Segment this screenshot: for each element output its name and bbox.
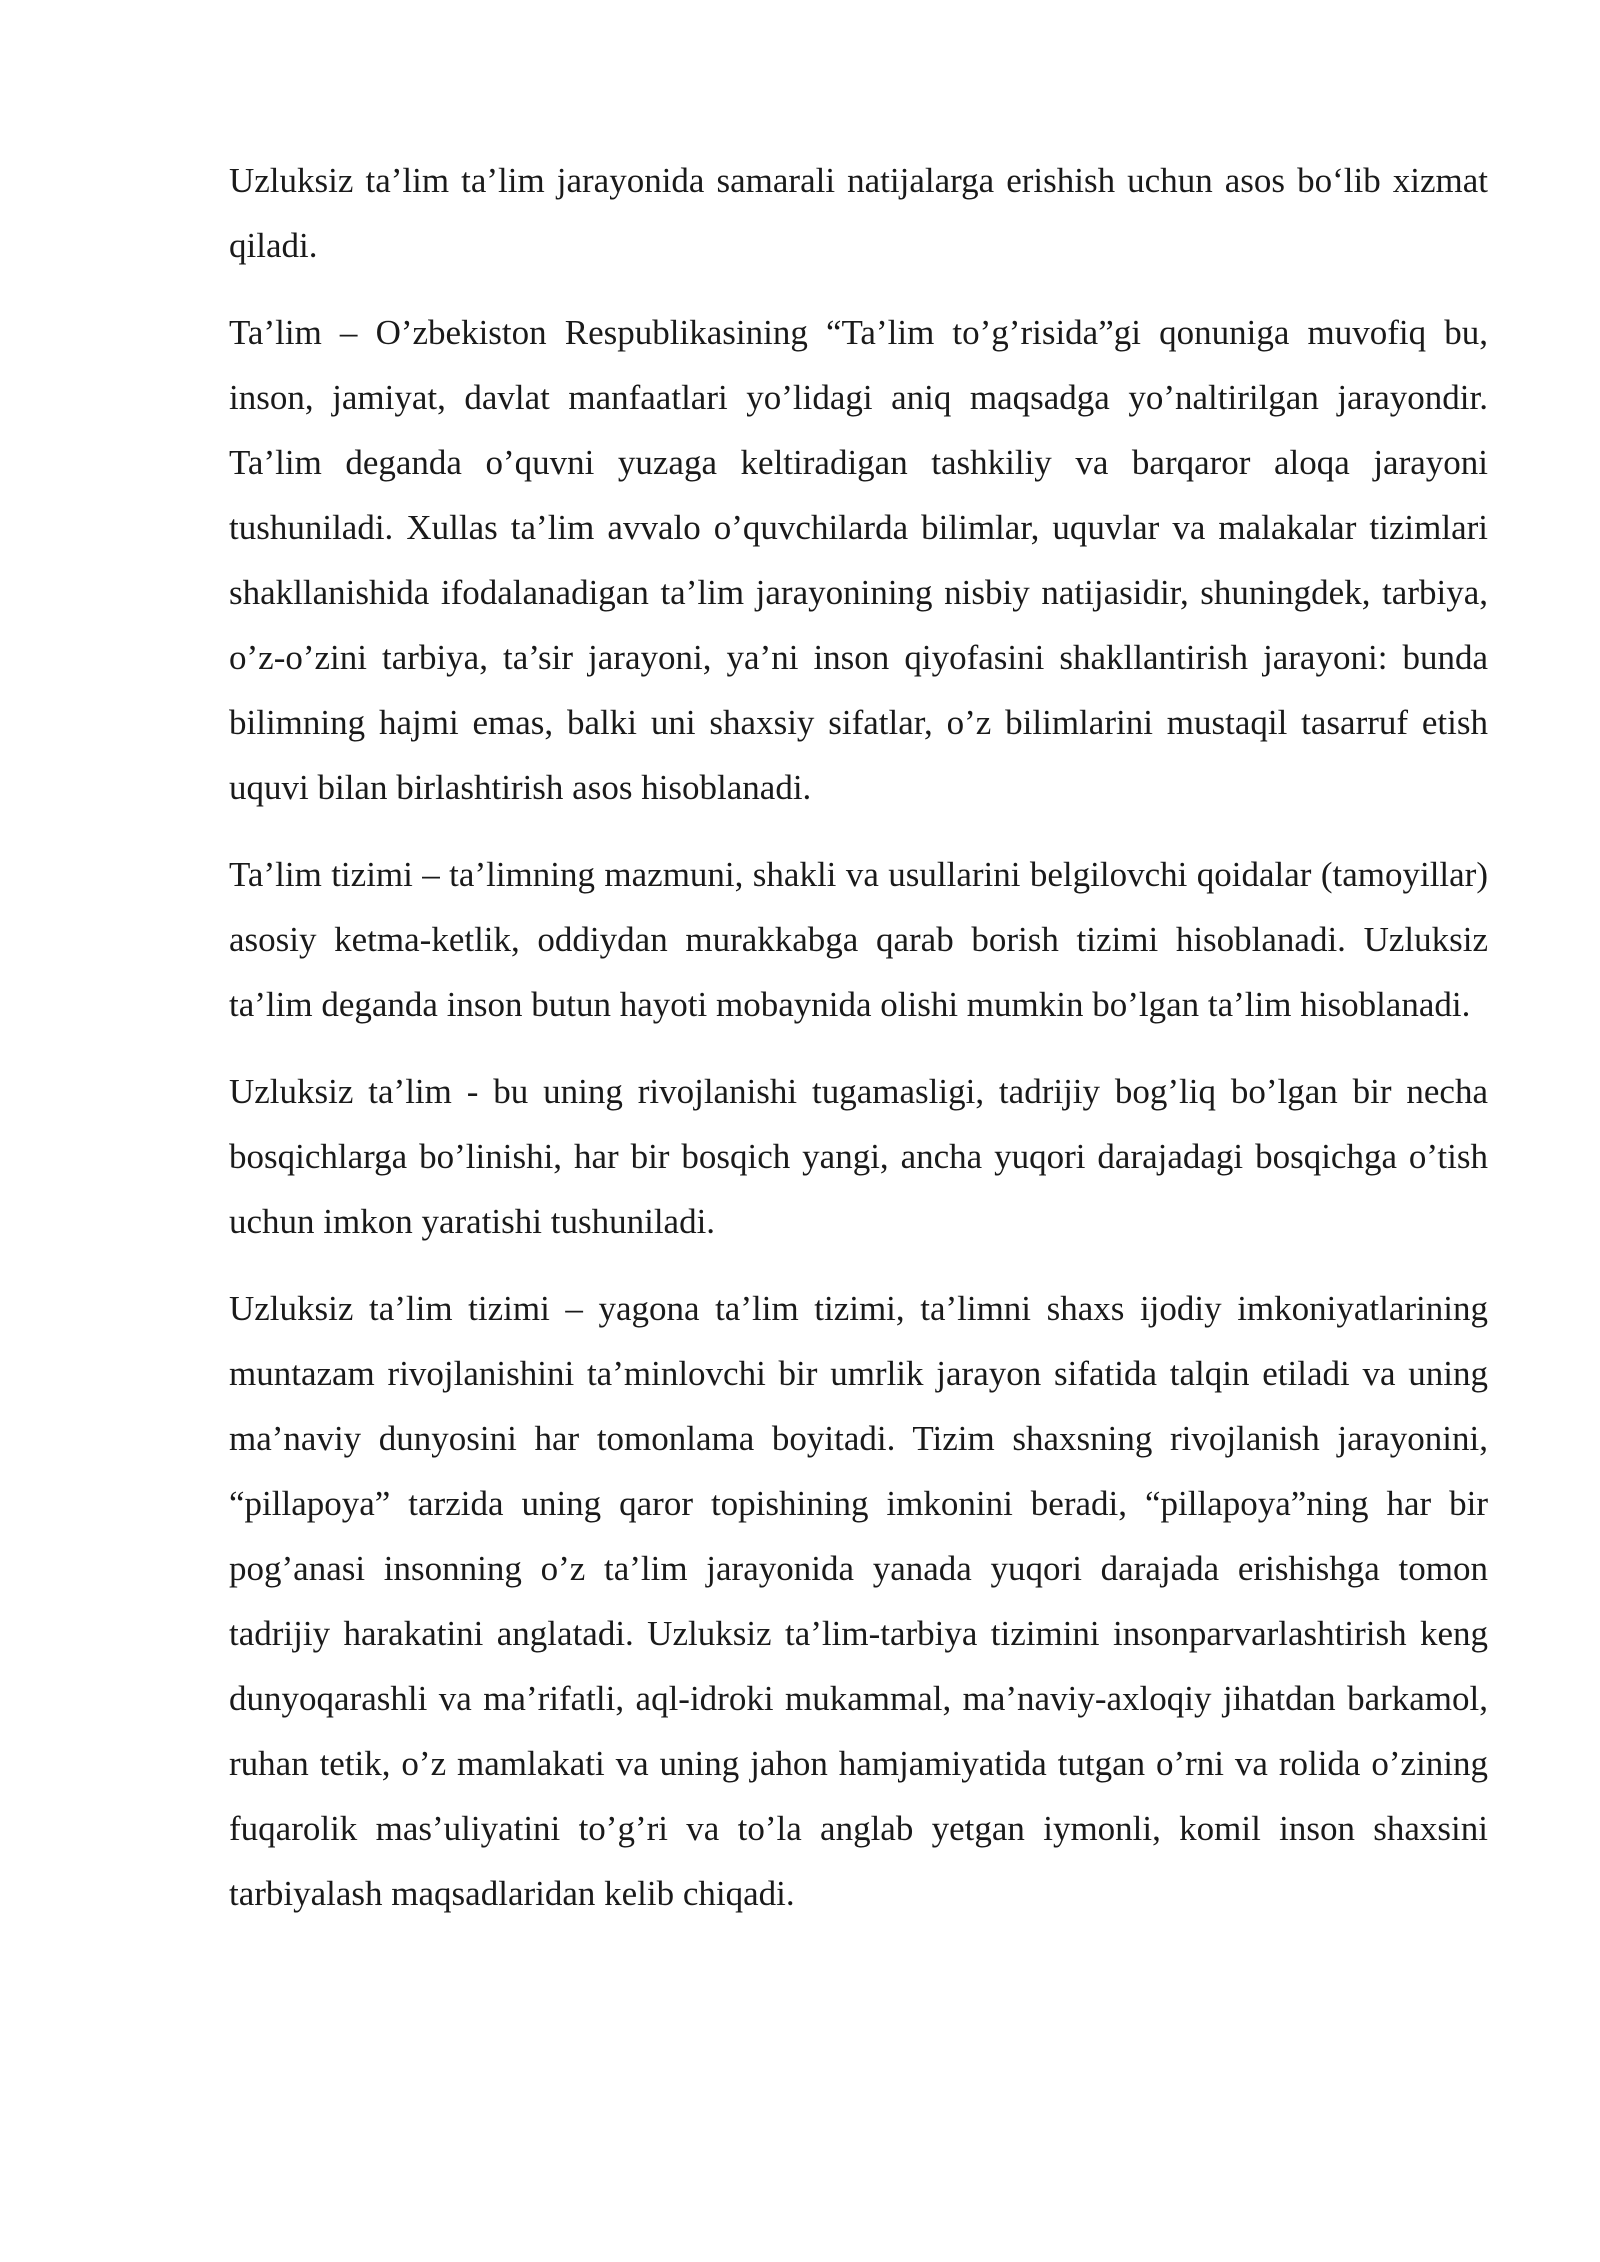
paragraph-1: Uzluksiz ta’lim ta’lim jarayonida samarali natijalarga erishish uchun asos bo‘lib xizmat qiladi. bbox=[229, 161, 1488, 265]
paragraph-4: Uzluksiz ta’lim - bu uning rivojlanishi tugamasligi, tadrijiy bog’liq bo’lgan bir necha bosqichlarga bo’linishi, har bir bosqich yangi, ancha yuqori darajadagi bosqichga o’tish uchun imkon yaratishi tushuniladi. bbox=[229, 1072, 1488, 1241]
paragraph-2: Ta’lim – O’zbekiston Respublikasining “Ta’lim to’g’risida”gi qonuniga muvofiq bu, inson, jamiyat, davlat manfaatlari yo’lidagi aniq maqsadga yo’naltirilgan jarayondir. Ta’lim deganda o’quvni yuzaga keltiradigan tashkiliy va barqaror aloqa jarayoni tushuniladi. Xullas ta’lim avvalo o’quvchilarda bilimlar, uquvlar va malakalar tizimlari shakllanishida ifodalanadigan ta’lim jarayonining nisbiy natijasidir, shuningdek, tarbiya, o’z-o’zini tarbiya, ta’sir jarayoni, ya’ni inson qiyofasini shakllantirish jarayoni: bunda bilimning hajmi emas, balki uni shaxsiy sifatlar, o’z bilimlarini mustaqil tasarruf etish uquvi bilan birlashtirish asos hisoblanadi. bbox=[229, 313, 1488, 807]
paragraph-5: Uzluksiz ta’lim tizimi – yagona ta’lim tizimi, ta’limni shaxs ijodiy imkoniyatlarining muntazam rivojlanishini ta’minlovchi bir umrlik jarayon sifatida talqin etiladi va uning ma’naviy dunyosini har tomonlama boyitadi. Tizim shaxsning rivojlanish jarayonini, “pillapoya” tarzida uning qaror topishining imkonini beradi, “pillapoya”ning har bir pog’anasi insonning o’z ta’lim jarayonida yanada yuqori darajada erishishga tomon tadrijiy harakatini anglatadi. Uzluksiz ta’lim-tarbiya tizimini insonparvarlashtirish keng dunyoqarashli va ma’rifatli, aql-idroki mukammal, ma’naviy-axloqiy jihatdan barkamol, ruhan tetik, o’z mamlakati va uning jahon hamjamiyatida tutgan o’rni va rolida o’zining fuqarolik mas’uliyatini to’g’ri va to’la anglab yetgan iymonli, komil inson shaxsini tarbiyalash maqsadlaridan kelib chiqadi. bbox=[229, 1289, 1488, 1913]
document-page bbox=[229, 148, 1488, 1948]
paragraph-3: Ta’lim tizimi – ta’limning mazmuni, shakli va usullarini belgilovchi qoidalar (tamoyillar) asosiy ketma-ketlik, oddiydan murakkabga qarab borish tizimi hisoblanadi. Uzluksiz ta’lim deganda inson butun hayoti mobaynida olishi mumkin bo’lgan ta’lim hisoblanadi. bbox=[229, 855, 1488, 1024]
